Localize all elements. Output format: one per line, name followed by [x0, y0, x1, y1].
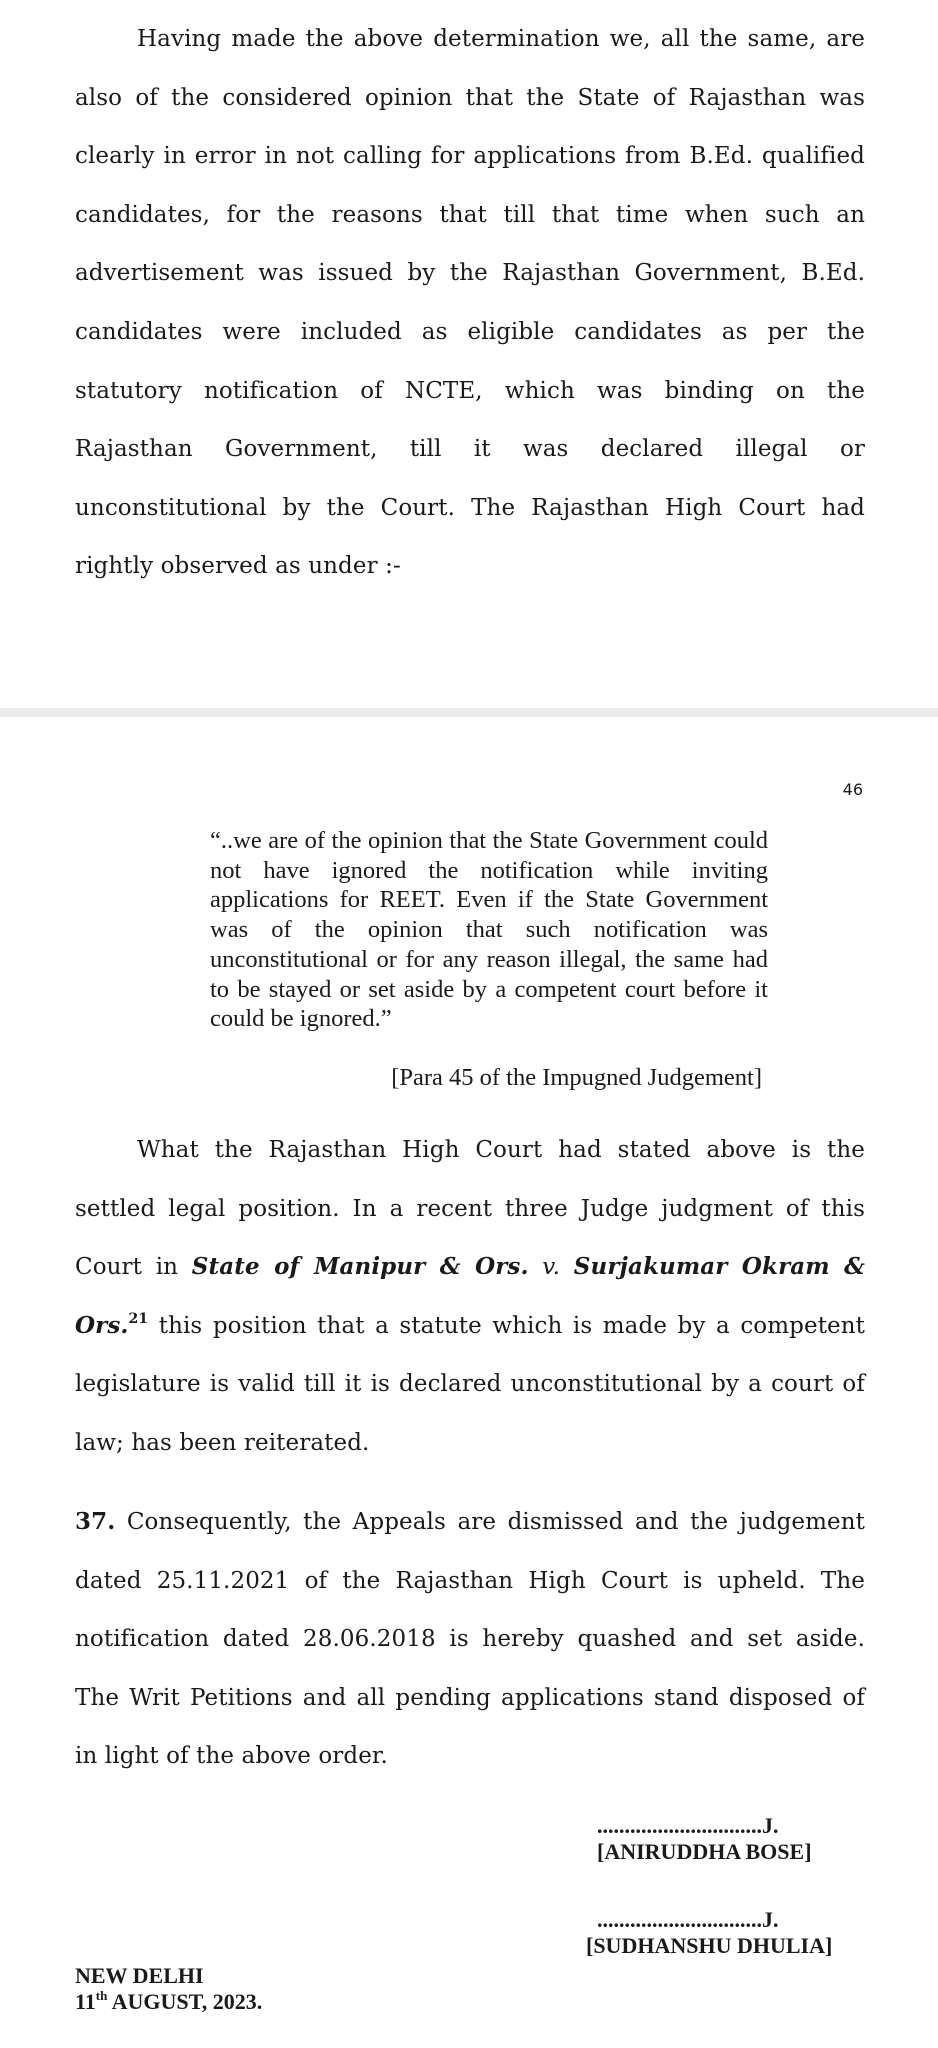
paragraph-number: 37. — [75, 1508, 116, 1535]
paragraph-settled-position — [75, 1121, 865, 1473]
para2-text-end: this position that a statute which is made by a competent legislature is valid till it is declared unconstitutional by a court of law; has been reiterated. — [75, 1312, 865, 1456]
quote-citation: [Para 45 of the Impugned Judgement] — [391, 1064, 762, 1091]
case-versus: v. — [528, 1254, 574, 1281]
signature-line-2: ..............................J. — [597, 1907, 779, 1932]
previous-page — [0, 0, 938, 708]
para3-text: Consequently, the Appeals are dismissed and the judgement dated 25.11.2021 of the Rajasthan High Court is upheld. The notification dated 28.06.2018 is hereby quashed and set aside. The Writ Petitions and all pending applications stand disposed of in light of the above order. — [75, 1509, 865, 1770]
judge-name-1: [ANIRUDDHA BOSE] — [597, 1839, 812, 1864]
page-number: 46 — [842, 780, 863, 799]
block-quote: “..we are of the opinion that the State Government could not have ignored the notification while inviting applications for REET. Even if the State Government was of the opinion that such notification was unconstitutional or for any reason illegal, the same had to be stayed or set aside by a competent court before it could be ignored.” — [210, 827, 768, 1033]
date — [75, 1989, 262, 2015]
paragraph-37 — [75, 1493, 865, 1786]
para2-text-start: What the Rajasthan High Court had stated above is the settled legal position. In a recent three Judge judgment of this Court in — [75, 1137, 865, 1281]
paragraph-determination: Having made the above determination we, all the same, are also of the considered opinion that the State of Rajasthan was clearly in error in not calling for applications from B.Ed. qualified candidates, for the reasons that till that time when such an advertisement was issued by the Rajasthan Government, B.Ed. candidates were included as eligible candidates as per the statutory notification of NCTE, which was binding on the Rajasthan Government, till it was declared illegal or unconstitutional by the Court. The Rajasthan High Court had rightly observed as under :- — [75, 26, 865, 580]
date-rest: AUGUST, 2023. — [107, 1989, 263, 2014]
case-name-party1: State of Manipur & Ors. — [191, 1253, 529, 1281]
case-name-party2: Surjakumar Okram & Ors. — [75, 1253, 865, 1339]
judge-name-2: [SUDHANSHU DHULIA] — [586, 1933, 833, 1958]
date-suffix: th — [95, 1988, 108, 2003]
footnote-marker[interactable]: 21 — [128, 1310, 149, 1327]
date-day: 11 — [75, 1989, 96, 2014]
place: NEW DELHI — [75, 1963, 204, 1988]
page-separator — [0, 708, 938, 717]
signature-line-1: ..............................J. — [597, 1813, 779, 1838]
